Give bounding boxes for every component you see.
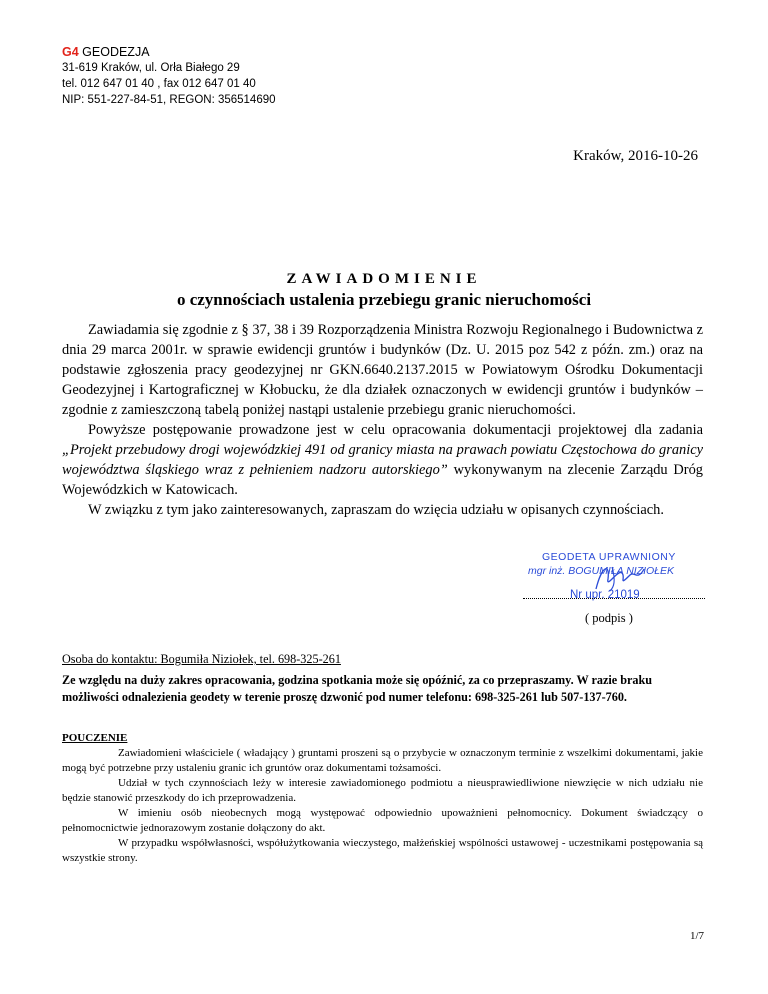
company-phone: tel. 012 647 01 40 , fax 012 647 01 40 xyxy=(62,78,256,90)
document-title: ZAWIADOMIENIE xyxy=(286,271,482,287)
instructions-section xyxy=(62,731,703,866)
instruction-1: Zawiadomieni właściciele ( władający ) gruntami proszeni są o przybycie w oznaczonym terminie z wszelkimi dokumentami, jakie mogą być potrzebne przy ustaleniu granic ich gruntów oraz dokumentami tożsamości. xyxy=(62,747,703,774)
paragraph-2-end: wykonywanym na zlecenie Zarządu Dróg Wojewódzkich w Katowicach. xyxy=(62,462,703,498)
instruction-4: W przypadku współwłasności, współużytkowania wieczystego, małżeńskiej wspólności ustawowej - uczestnikami postępowania są wszystkie strony. xyxy=(62,837,703,864)
brand-code: G4 xyxy=(62,45,79,59)
instructions-heading: POUCZENIE xyxy=(62,732,128,744)
handwritten-signature-icon xyxy=(588,559,648,593)
company-tax-ids: NIP: 551-227-84-51, REGON: 356514690 xyxy=(62,94,276,106)
instruction-2: Udział w tych czynnościach leży w interesie zawiadomionego podmiotu a nieusprawiedliwione niewzięcie w nich udziału nie będzie stanowić przeszkody do ich przeprowadzenia. xyxy=(62,777,703,804)
stamp-name: mgr inż. BOGUMIŁA NIZIOŁEK xyxy=(528,565,675,577)
paragraph-1: Zawiadamia się zgodnie z § 37, 38 i 39 Rozporządzenia Ministra Rozwoju Regionalnego i Budownictwa z dnia 29 marca 2001r. w sprawie ewidencji gruntów i budynków (Dz. U. 2015 poz 542 z późn. zm.) oraz na podstawie zgłoszenia pracy geodezyjnej nr GKN.6640.2137.2015 w Powiatowym Ośrodku Dokumentacji Geodezyjnej i Kartograficznej w Kłobucku, że dla działek oznaczonych w ewidencji gruntów i budynków – zgodnie z zamieszczoną tabelą poniżej nastąpi ustalenie przebiegu granic nieruchomości. xyxy=(62,322,703,418)
project-name: „Projekt przebudowy drogi wojewódzkiej 491 od granicy miasta na prawach powiatu Częstochowa do granicy województwa śląskiego wraz z pełnieniem nadzoru autorskiego” xyxy=(62,442,703,478)
document-date: Kraków, 2016-10-26 xyxy=(573,148,698,164)
delay-notice: Ze względu na duży zakres opracowania, godzina spotkania może się opóźnić, za co przepraszamy. W razie braku możliwości odnalezienia geodety w terenie proszę dzwonić pod numer telefonu: 698-325-261 lub 507-137-760. xyxy=(62,673,653,704)
contact-person: Osoba do kontaktu: Bogumiła Niziołek, tel. 698-325-261 xyxy=(62,652,341,666)
page-number: 1/7 xyxy=(689,930,704,942)
letterhead xyxy=(62,44,276,114)
document-body xyxy=(62,320,703,520)
company-address: 31-619 Kraków, ul. Orła Białego 29 xyxy=(62,62,240,74)
cropped-line xyxy=(62,108,276,114)
stamp-title: GEODETA UPRAWNIONY xyxy=(542,551,676,563)
document-subtitle: o czynnościach ustalenia przebiegu granic nieruchomości xyxy=(176,290,592,309)
paragraph-2 xyxy=(62,420,703,500)
stamp-license-number: Nr upr. 21019 xyxy=(570,589,640,601)
company-name xyxy=(62,44,276,60)
paragraph-3: W związku z tym jako zainteresowanych, zapraszam do wzięcia udziału w opisanych czynnościach. xyxy=(88,502,664,518)
paragraph-2-start: Powyższe postępowanie prowadzone jest w celu opracowania dokumentacji projektowej dla zadania xyxy=(88,422,703,438)
instruction-3: W imieniu osób nieobecnych mogą występować odpowiednio upoważnieni pełnomocnicy. Dokument świadczący o pełnomocnictwie jednorazowym zostanie dołączony do akt. xyxy=(62,807,703,834)
brand-name: GEODEZJA xyxy=(78,45,150,59)
signature-label: ( podpis ) xyxy=(585,611,633,625)
signature-line xyxy=(523,592,705,599)
